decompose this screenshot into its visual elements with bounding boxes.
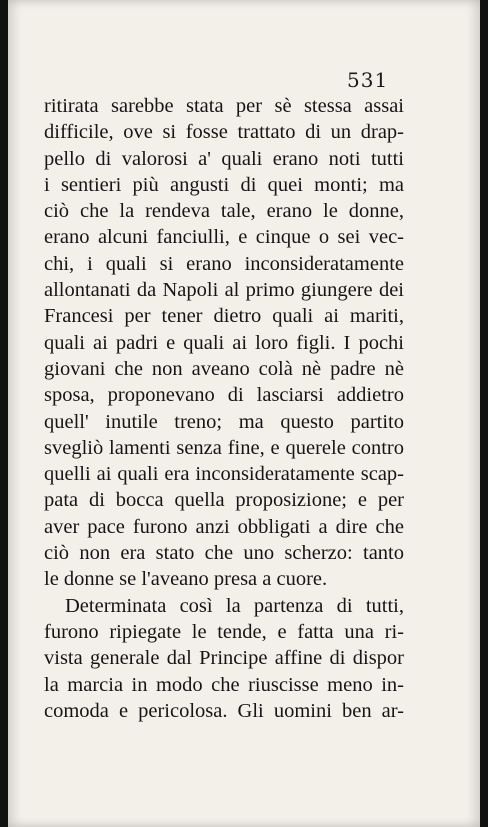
text-line: giovani che non aveano colà nè padre nè bbox=[44, 357, 404, 380]
text-line: comoda e pericolosa. Gli uomini ben ar- bbox=[44, 699, 404, 722]
text-line: ciò che la rendeva tale, erano le donne, bbox=[44, 200, 404, 223]
text-line: i sentieri più angusti di quei monti; ma bbox=[44, 173, 404, 196]
text-line: quelli ai quali era inconsideratamente scap- bbox=[44, 463, 404, 486]
text-line: quali ai padri e quali ai loro figli. I pochi bbox=[44, 331, 404, 354]
text-line: erano alcuni fanciulli, e cinque o sei vec- bbox=[44, 226, 404, 249]
page-number: 531 bbox=[347, 68, 389, 92]
text-line: ritirata sarebbe stata per sè stessa assai bbox=[44, 95, 404, 117]
text-line: ciò non era stato che uno scherzo: tanto bbox=[44, 542, 404, 565]
text-line: pello di valorosi a' quali erano noti tutti bbox=[44, 147, 404, 170]
text-line: difficile, ove si fosse trattato di un drap- bbox=[44, 121, 404, 144]
text-line: sposa, proponevano di lasciarsi addietro bbox=[44, 384, 404, 407]
paragraph-end-line: le donne se l'aveano presa a cuore. bbox=[44, 568, 328, 591]
text-line: pata di bocca quella proposizione; e per bbox=[44, 489, 404, 512]
text-line: svegliò lamenti senza fine, e querele contro bbox=[44, 436, 404, 459]
book-page bbox=[8, 0, 480, 827]
body-text bbox=[44, 93, 404, 724]
text-line: quell' inutile treno; ma questo partito bbox=[44, 410, 404, 433]
text-line: aver pace furono anzi obbligati a dire che bbox=[44, 515, 404, 538]
text-line: furono ripiegate le tende, e fatta una ri- bbox=[44, 620, 404, 643]
text-line: chi, i quali si erano inconsideratamente bbox=[44, 252, 404, 275]
text-line: allontanati da Napoli al primo giungere dei bbox=[44, 279, 404, 302]
text-line: vista generale dal Principe affine di dispor bbox=[44, 647, 404, 670]
paragraph-start-line: Determinata così la partenza di tutti, bbox=[65, 594, 404, 617]
text-line: Francesi per tener dietro quali ai mariti, bbox=[44, 305, 404, 328]
text-line: la marcia in modo che riuscisse meno in- bbox=[44, 673, 404, 696]
